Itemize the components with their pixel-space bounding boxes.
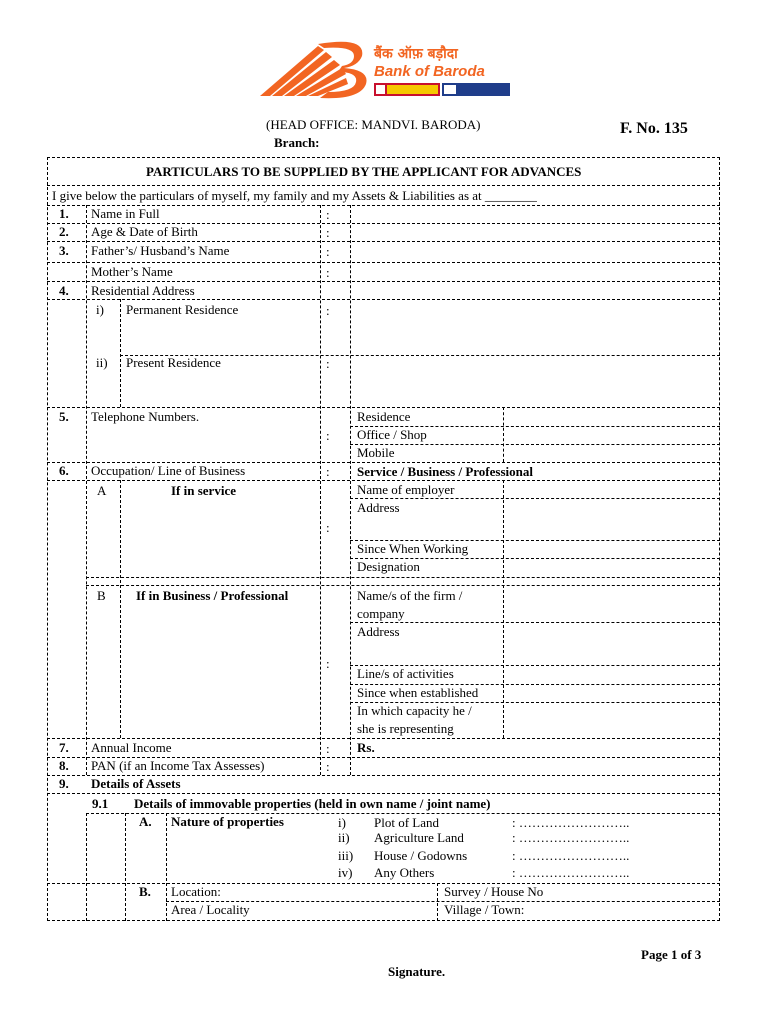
annual-income-field[interactable] [380,740,710,755]
row-1-number: 1. [59,206,69,221]
business-address-label: Address [357,624,400,639]
residence-phone-field[interactable] [508,409,713,424]
present-residence-field[interactable] [360,358,710,404]
section-b-number: B. [139,884,151,899]
employer-field[interactable] [508,482,713,497]
any-others-label: Any Others [374,865,435,880]
pan-label: PAN (if an Income Tax Assesses) [91,758,265,773]
since-established-label: Since when established [357,685,479,700]
form-title: PARTICULARS TO BE SUPPLIED BY THE APPLICANT FOR ADVANCES [146,164,582,179]
mobile-phone-field[interactable] [508,445,713,460]
property-item-number: iii) [338,848,354,863]
survey-house-no-label: Survey / House No [444,884,544,899]
plot-of-land-field[interactable]: : …………………….. [512,815,630,830]
service-address-label: Address [357,500,400,515]
details-of-assets-label: Details of Assets [91,776,181,791]
present-residence-label: Present Residence [126,355,221,370]
colon: : [326,225,330,240]
colon: : [326,741,330,756]
name-in-full-field[interactable] [360,206,710,221]
logo-english-text: Bank of Baroda [374,63,485,80]
mother-name-field[interactable] [360,264,710,279]
row-9-1-number: 9.1 [92,796,109,811]
office-phone-field[interactable] [508,427,713,442]
name-in-full-label: Name in Full [91,206,160,221]
branch-label: Branch: [274,135,320,150]
agriculture-land-field[interactable]: : …………………….. [512,830,630,845]
employer-label: Name of employer [357,482,455,497]
since-established-field[interactable] [508,685,713,700]
present-residence-number: ii) [96,355,108,370]
property-item-number: iv) [338,865,353,880]
area-locality-label: Area / Locality [171,902,250,917]
residence-phone-label: Residence [357,409,411,424]
signature-label: Signature. [388,964,446,979]
service-address-field[interactable] [508,500,713,538]
row-2-number: 2. [59,224,69,239]
firm-name-field[interactable] [508,588,713,620]
section-a-letter: A [97,483,107,498]
page-number: Page 1 of 3 [641,947,702,962]
row-6-number: 6. [59,463,69,478]
village-town-label: Village / Town: [444,902,525,917]
since-when-working-label: Since When Working [357,541,469,556]
row-3-number: 3. [59,243,69,258]
annual-income-label: Annual Income [91,740,172,755]
intro-text: I give below the particulars of myself, my family and my Assets & Liabilities as at ________ [52,188,537,203]
father-husband-name-field[interactable] [360,243,710,258]
annual-income-currency: Rs. [357,740,375,755]
colon: : [326,656,330,671]
colon: : [326,207,330,222]
father-husband-name-label: Father’s/ Husband’s Name [91,243,230,258]
baroda-sun-icon [260,42,367,99]
designation-label: Designation [357,559,420,574]
colon: : [326,428,330,443]
head-office-text: (HEAD OFFICE: MANDVI. BARODA) [266,117,481,132]
row-5-number: 5. [59,409,69,424]
permanent-residence-label: Permanent Residence [126,302,239,317]
section-a-number: A. [139,814,152,829]
house-godowns-label: House / Godowns [374,848,468,863]
property-item-number: ii) [338,830,350,845]
location-label: Location: [171,884,221,899]
colon: : [326,265,330,280]
colon: : [326,520,330,535]
office-phone-label: Office / Shop [357,427,427,442]
occupation-label: Occupation/ Line of Business [91,463,246,478]
logo-hindi-text: बैंक ऑफ़ बड़ौदा [374,46,458,62]
immovable-properties-label: Details of immovable properties (held in own name / joint name) [134,796,491,811]
residential-address-label: Residential Address [91,283,195,298]
colon: : [326,244,330,259]
firm-name-label-line1: Name/s of the firm / [357,588,463,603]
if-in-business-label: If in Business / Professional [136,588,289,603]
business-address-field[interactable] [508,624,713,663]
row-8-number: 8. [59,758,69,773]
if-in-service-label: If in service [171,483,236,498]
row-9-number: 9. [59,776,69,791]
line-of-activities-field[interactable] [508,666,713,681]
plot-of-land-label: Plot of Land [374,815,439,830]
designation-field[interactable] [508,559,713,574]
colon: : [326,464,330,479]
nature-of-properties-label: Nature of properties [171,814,284,829]
colon: : [326,356,330,371]
bank-of-baroda-logo [258,38,516,100]
permanent-residence-field[interactable] [360,302,710,352]
capacity-label-line2: she is representing [357,721,454,736]
capacity-label-line1: In which capacity he / [357,703,472,718]
age-dob-field[interactable] [360,224,710,239]
any-others-field[interactable]: : …………………….. [512,865,630,880]
mother-name-label: Mother’s Name [91,264,173,279]
since-when-working-field[interactable] [508,541,713,556]
agriculture-land-label: Agriculture Land [374,830,464,845]
colon: : [326,303,330,318]
permanent-residence-number: i) [96,302,104,317]
occupation-options: Service / Business / Professional [357,464,533,479]
capacity-field[interactable] [508,703,713,736]
line-of-activities-label: Line/s of activities [357,666,454,681]
firm-name-label-line2: company [357,606,405,621]
section-b-letter: B [97,588,106,603]
house-godowns-field[interactable]: : …………………….. [512,848,630,863]
colon: : [326,759,330,774]
form-number: F. No. 135 [620,120,688,137]
property-item-number: i) [338,815,346,830]
row-4-number: 4. [59,283,69,298]
telephone-label: Telephone Numbers. [91,409,200,424]
pan-field[interactable] [360,758,710,773]
age-dob-label: Age & Date of Birth [91,224,198,239]
mobile-phone-label: Mobile [357,445,395,460]
row-7-number: 7. [59,740,69,755]
